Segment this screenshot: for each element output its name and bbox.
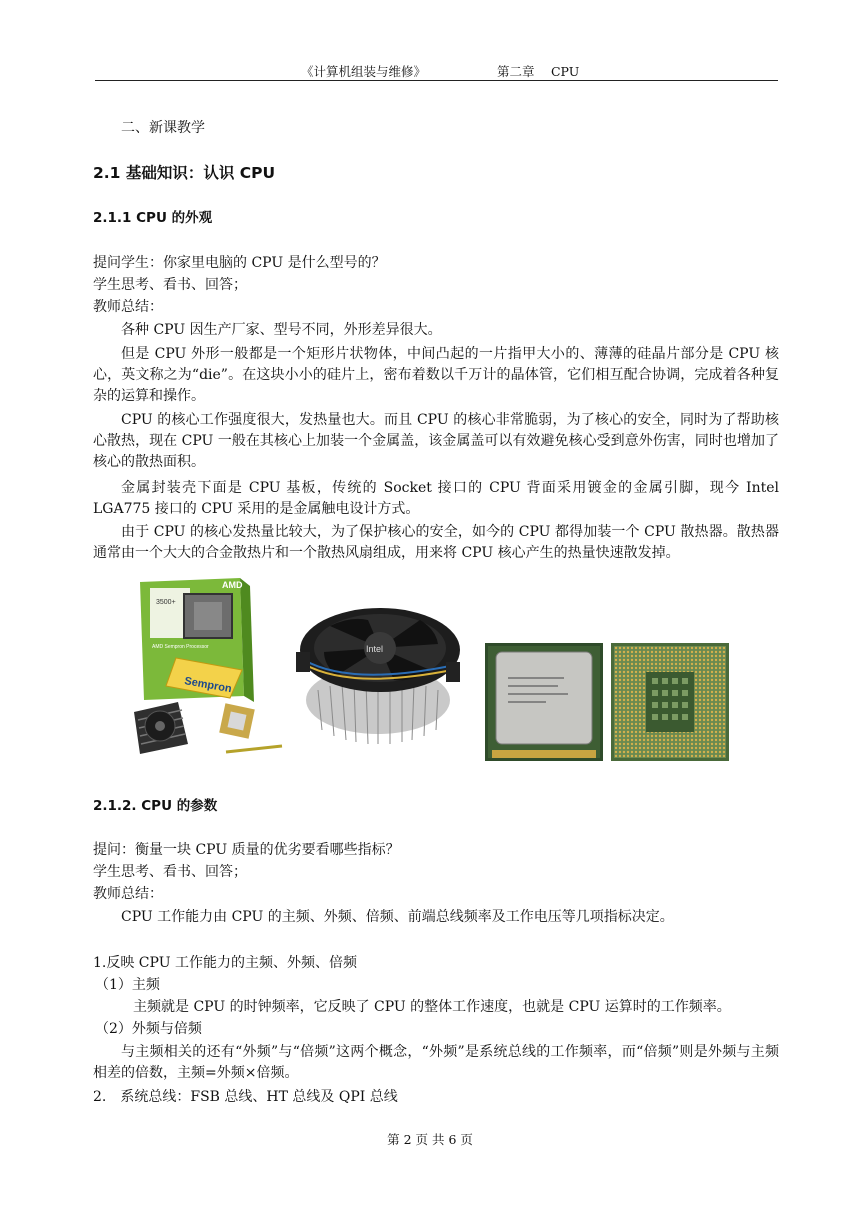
cpu-photo-strip xyxy=(0,576,860,776)
teacher-summary-label-1: 教师总结： xyxy=(93,299,163,315)
section-intro: 二、新课教学 xyxy=(121,120,205,136)
lga775-cpu-bottom-photo xyxy=(610,642,730,762)
sub-item-2-text: 与主频相关的还有“外频”与“倍频”这两个概念，“外频”是系统总线的工作频率，而“倍频”则是外频与主频相差的倍数，主频=外频×倍频。 xyxy=(93,1044,779,1081)
question-1: 提问学生：你家里电脑的 CPU 是什么型号的？ xyxy=(93,255,386,271)
page-header xyxy=(95,58,778,81)
header-chapter: 第二章 CPU xyxy=(497,64,580,79)
paragraph-4: 金属封装壳下面是 CPU 基板，传统的 Socket 接口的 CPU 背面采用镀金的金属引脚，现今 Intel LGA775 接口的 CPU 采用的是金属触电设计方式。 xyxy=(93,480,779,517)
student-response-1: 学生思考、看书、回答； xyxy=(93,277,247,293)
sub-item-1-text: 主频就是 CPU 的时钟频率，它反映了 CPU 的整体工作速度，也就是 CPU 运算时的工作频率。 xyxy=(133,999,731,1015)
page-footer: 第 2 页 共 6 页 xyxy=(387,1132,473,1147)
amd-boxed-cpu-photo xyxy=(126,576,286,766)
student-response-2: 学生思考、看书、回答； xyxy=(93,864,247,880)
paragraph-5: 由于 CPU 的核心发热量比较大，为了保护核心的安全，如今的 CPU 都得加装一个 CPU 散热器。散热器通常由一个大大的合金散热片和一个散热风扇组成，用来将 CPU 核心产生的热量快速散发掉。 xyxy=(93,524,779,561)
sub-item-2-title: （2）外频与倍频 xyxy=(95,1021,202,1037)
heading-2-1-2: 2.1.2. CPU 的参数 xyxy=(93,798,218,814)
question-2: 提问：衡量一块 CPU 质量的优劣要看哪些指标？ xyxy=(93,842,400,858)
paragraph-2: 但是 CPU 外形一般都是一个矩形片状物体，中间凸起的一片指甲大小的、薄薄的硅晶片部分是 CPU 核心，英文称之为“die”。在这块小小的硅片上，密布着数以千万计的晶体管，它们相互配合协调，完成着各种复杂的运算和操作。 xyxy=(93,346,779,404)
teacher-summary-label-2: 教师总结： xyxy=(93,886,163,902)
heading-2-1: 2.1 基础知识：认识 CPU xyxy=(93,164,276,182)
cpu-cooler-photo xyxy=(290,590,470,756)
header-book-title: 《计算机组装与维修》 xyxy=(301,64,427,79)
box-product-text: AMD Sempron Processor xyxy=(152,644,209,650)
heading-2-1-1: 2.1.1 CPU 的外观 xyxy=(93,210,213,226)
cooler-fan-label: Intel xyxy=(366,644,384,654)
summary-paragraph-2: CPU 工作能力由 CPU 的主频、外频、倍频、前端总线频率及工作电压等几项指标决定。 xyxy=(121,909,674,925)
paragraph-1: 各种 CPU 因生产厂家、型号不同，外形差异很大。 xyxy=(121,322,442,338)
list-item-2: 2. 系统总线：FSB 总线、HT 总线及 QPI 总线 xyxy=(93,1089,398,1105)
lga775-cpu-top-photo xyxy=(484,642,604,762)
box-brand-text: AMD xyxy=(222,580,243,590)
paragraph-3: CPU 的核心工作强度很大，发热量也大。而且 CPU 的核心非常脆弱，为了核心的安全，同时为了帮助核心散热，现在 CPU 一般在其核心上加装一个金属盖，该金属盖可以有效避免核心受到意外伤害，同时也增加了核心的散热面积。 xyxy=(93,412,779,470)
box-top-text: 3500+ xyxy=(156,599,176,606)
sub-item-1-title: （1）主频 xyxy=(95,977,160,993)
list-item-1: 1.反映 CPU 工作能力的主频、外频、倍频 xyxy=(93,955,357,971)
sempron-label: Sempron xyxy=(183,675,233,696)
